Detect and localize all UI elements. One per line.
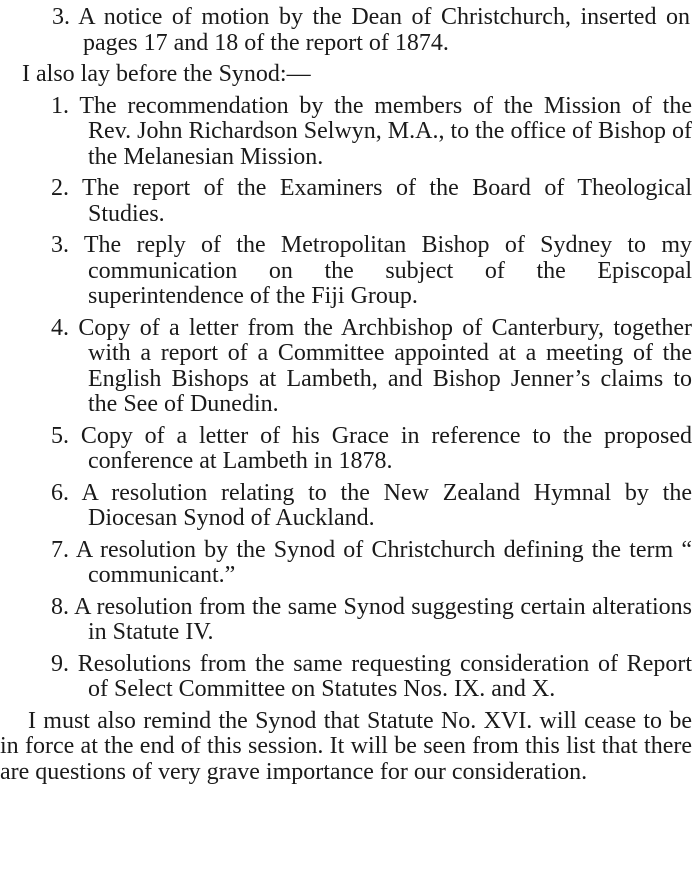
list-item-2 (0, 176, 692, 227)
list-item-number: 9. (51, 650, 69, 677)
list-item-text: The recommendation by the members of the Mission of the Rev. John Richardson Selwyn, M.A., to the office of Bishop of the Melanesian Mission. (79, 92, 692, 170)
list-item-text: Copy of a letter of his Grace in reference to the proposed conference at Lambeth in 1878. (80, 422, 692, 474)
list-item-number: 4. (51, 314, 69, 341)
top-item-number: 3. (52, 4, 70, 30)
list-item-3 (0, 233, 692, 310)
list-item-number: 3. (51, 232, 69, 258)
list-item-number: 5. (51, 422, 69, 449)
list-item-8 (0, 595, 692, 646)
list-item-6 (0, 481, 692, 532)
list-item-text: A resolution from the same Synod suggesting certain alterations in Statute IV. (74, 593, 692, 645)
intro-paragraph: I also lay before the Synod:— (22, 61, 311, 87)
list-item-5 (0, 424, 692, 475)
list-item-text: Resolutions from the same requesting consideration of Report of Select Committee on Statutes Nos. IX. and X. (77, 650, 692, 702)
top-list-item (0, 5, 690, 56)
lay-before-list (0, 94, 698, 703)
top-item-text: A notice of motion by the Dean of Christchurch, inserted on pages 17 and 18 of the report of 1874. (78, 4, 690, 56)
list-item-number: 1. (51, 92, 69, 119)
closing-paragraph: I must also remind the Synod that Statute No. XVI. will cease to be in force at the end of this session. It will be seen from this list that there are questions of very grave importance for our consideration. (0, 707, 692, 785)
list-item-text: The report of the Examiners of the Board of Theological Studies. (82, 175, 692, 227)
list-item-4 (0, 316, 692, 418)
list-item-number: 8. (51, 593, 69, 620)
list-item-number: 2. (51, 175, 69, 201)
list-item-text: A resolution relating to the New Zealand Hymnal by the Diocesan Synod of Auckland. (81, 479, 692, 531)
list-item-number: 7. (51, 536, 69, 563)
list-item-1 (0, 94, 692, 171)
list-item-text: Copy of a letter from the Archbishop of Canterbury, together with a report of a Committee appointed at a meeting of the English Bishops at Lambeth, and Bishop Jenner’s claims to the See of Dunedin. (78, 314, 692, 417)
list-item-9 (0, 652, 692, 703)
list-item-7 (0, 538, 692, 589)
list-item-text: A resolution by the Synod of Christchurch defining the term “ communicant.” (75, 536, 692, 588)
list-item-text: The reply of the Metropolitan Bishop of Sydney to my communication on the subject of the Episcopal superintendence of the Fiji Group. (83, 232, 692, 309)
list-item-number: 6. (51, 479, 69, 506)
